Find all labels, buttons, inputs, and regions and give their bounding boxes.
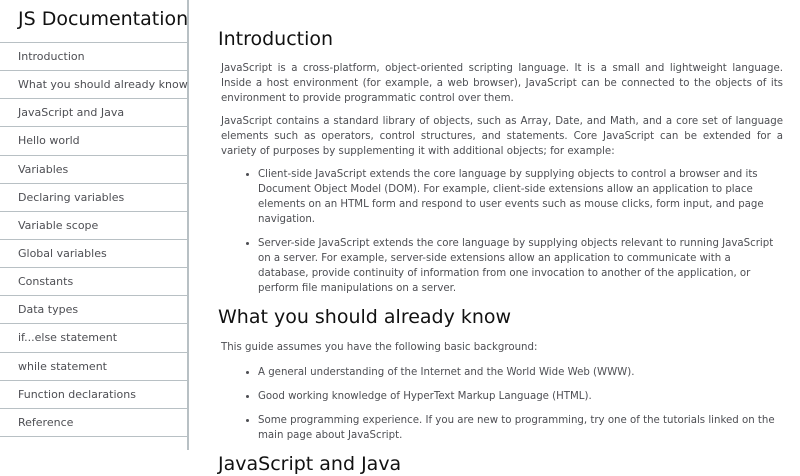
nav-link-introduction[interactable]: Introduction: [18, 50, 85, 63]
nav-link-data-types[interactable]: Data types: [18, 303, 79, 317]
sidebar-nav-list: [0, 43, 187, 437]
sidebar-item: [0, 296, 187, 324]
sidebar-item: [0, 324, 187, 352]
sidebar-item: [0, 71, 187, 99]
sidebar-item: [0, 212, 187, 240]
list-item: • Good working knowledge of HyperText Markup Language (HTML).: [258, 389, 783, 404]
section-heading: Introduction: [218, 28, 334, 50]
bullet-list: [218, 365, 783, 443]
paragraph: JavaScript is a cross-platform, object-oriented scripting language. It is a small and lightweight language. Inside a host environment (for example, a web browser), JavaScript can be connected to the objects of its environment to provide programmatic control over them.: [221, 63, 783, 104]
sidebar-item: [0, 99, 187, 127]
nav-link-function-declarations[interactable]: Function declarations: [18, 387, 136, 401]
sidebar-item: [0, 353, 187, 381]
nav-link-javascript-and-java[interactable]: JavaScript and Java: [18, 106, 125, 120]
section-heading: What you should already know: [218, 306, 512, 328]
nav-link-variables[interactable]: Variables: [18, 162, 69, 176]
bullet-list: [218, 167, 783, 296]
nav-link-constants[interactable]: Constants: [18, 275, 74, 289]
sidebar-item: [0, 127, 187, 155]
sidebar-item: [0, 156, 187, 184]
list-item: • Server-side JavaScript extends the core language by supplying objects relevant to running JavaScript on a server. For example, server-side extensions allow an application to communicate with a database, provide continuity of information from one invocation to another of the application, or perform file manipulations on a server.: [258, 236, 783, 296]
paragraph: This guide assumes you have the following basic background:: [221, 342, 538, 353]
nav-link-hello-world[interactable]: Hello world: [18, 134, 80, 148]
nav-link-while-statement[interactable]: while statement: [18, 359, 107, 373]
sidebar-item: [0, 43, 187, 71]
sidebar-nav: [0, 0, 189, 450]
nav-link-if-else-statement[interactable]: if...else statement: [18, 331, 118, 345]
nav-link-declaring-variables[interactable]: Declaring variables: [18, 190, 125, 204]
list-item: • Client-side JavaScript extends the core language by supplying objects to control a browser and its Document Object Model (DOM). For example, client-side extensions allow an application to place elements on an HTML form and respond to user events such as mouse clicks, form input, and page navigation.: [258, 167, 783, 227]
section-introduction: [218, 0, 783, 296]
list-item: • A general understanding of the Internet and the World Wide Web (WWW).: [258, 365, 783, 380]
sidebar-item: [0, 381, 187, 409]
section-javascript-and-java: [218, 452, 783, 476]
sidebar-item: [0, 184, 187, 212]
sidebar-item: [0, 240, 187, 268]
section-heading: JavaScript and Java: [218, 453, 402, 475]
sidebar-title: JS Documentation: [0, 0, 187, 43]
sidebar-item: [0, 268, 187, 296]
nav-link-what-you-should-already-know[interactable]: What you should already know: [18, 78, 188, 92]
nav-link-reference[interactable]: Reference: [18, 415, 74, 429]
section-what-you-should-already-know: [218, 305, 783, 443]
nav-link-variable-scope[interactable]: Variable scope: [18, 218, 99, 232]
list-item: • Some programming experience. If you are new to programming, try one of the tutorials linked on the main page about JavaScript.: [258, 413, 783, 443]
main-content: [218, 0, 783, 475]
sidebar-item: [0, 409, 187, 437]
nav-link-global-variables[interactable]: Global variables: [18, 246, 107, 260]
paragraph: JavaScript contains a standard library of objects, such as Array, Date, and Math, and a core set of language elements such as operators, control structures, and statements. Core JavaScript can be extended for a variety of purposes by supplementing it with additional objects; for example:: [221, 116, 783, 157]
